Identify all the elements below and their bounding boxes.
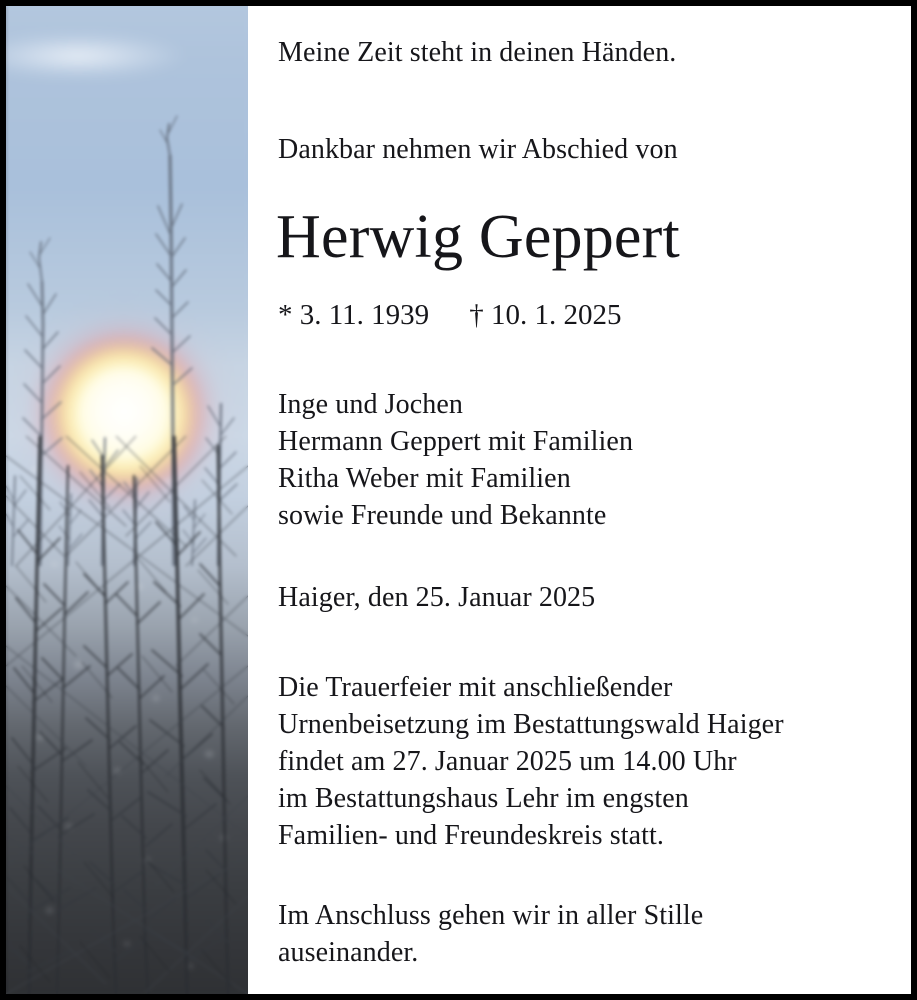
- closing-line: Im Anschluss gehen wir in aller Stille: [278, 900, 704, 931]
- birth-date: * 3. 11. 1939: [278, 299, 430, 331]
- service-details-block: [278, 669, 784, 854]
- mourner-line: Ritha Weber mit Familien: [278, 463, 571, 494]
- place-and-date-line: Haiger, den 25. Januar 2025: [278, 582, 596, 613]
- service-line: Familien- und Freundeskreis statt.: [278, 820, 665, 851]
- closing-line: auseinander.: [278, 937, 419, 968]
- memorial-photo: [6, 6, 248, 994]
- obituary-text-column: [278, 6, 911, 994]
- service-line: Die Trauerfeier mit anschließender: [278, 672, 673, 703]
- mourner-line: sowie Freunde und Bekannte: [278, 500, 607, 531]
- death-date: † 10. 1. 2025: [469, 299, 622, 331]
- lead-line: Dankbar nehmen wir Abschied von: [278, 134, 678, 165]
- life-dates: [278, 296, 621, 334]
- service-line: Urnenbeisetzung im Bestattungswald Haiger: [278, 709, 784, 740]
- service-line: findet am 27. Januar 2025 um 14.00 Uhr: [278, 746, 737, 777]
- twig-lines: [6, 436, 248, 994]
- twig-thicket-lower: [6, 436, 248, 994]
- epigraph-line: Meine Zeit steht in deinen Händen.: [278, 37, 677, 68]
- deceased-name: Herwig Geppert: [276, 203, 680, 271]
- mourners-block: [278, 386, 633, 534]
- service-line: im Bestattungshaus Lehr im engsten: [278, 783, 689, 814]
- mourner-line: Inge und Jochen: [278, 389, 464, 420]
- closing-block: [278, 897, 703, 971]
- mourner-line: Hermann Geppert mit Familien: [278, 426, 634, 457]
